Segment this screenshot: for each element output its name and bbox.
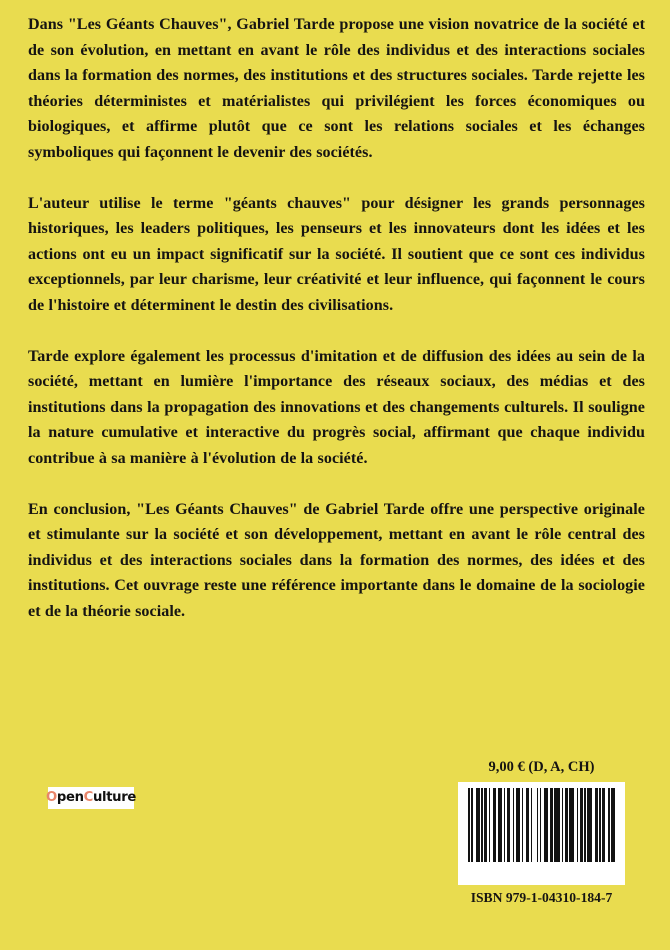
blurb-paragraph-1: Dans "Les Géants Chauves", Gabriel Tarde propose une vision novatrice de la société et de son évolution, en mettant en avant le rôle des individus et des interactions sociales dans la formation des normes, des institutions et des structures sociales. Tarde rejette les théories déterministes et matérialistes qui privilégient les forces économiques ou biologiques, et affirme plutôt que ce sont les relations sociales et les échanges symboliques qui façonnent le devenir des sociétés. [28,16,645,161]
isbn-label: ISBN 979-1-04310-184-7 [470,890,613,905]
logo-letters-ulture: ulture [93,790,136,806]
blurb-paragraph-3: Tarde explore également les processus d'imitation et de diffusion des idées au sein de la société, mettant en lumière l'importance des réseaux sociaux, des médias et des institutions dans la propagation des innovations et des changements culturels. Il souligne la nature cumulative et interactive du progrès social, affirmant que chaque individu contribue à sa manière à l'évolution de la société. [28,347,645,467]
barcode [458,782,625,885]
logo-letters-pen: pen [56,790,84,806]
barcode-bars [468,788,615,862]
back-cover-blurb [28,12,645,624]
logo-letter-o: O [46,790,57,806]
blurb-paragraph-4: En conclusion, "Les Géants Chauves" de Gabriel Tarde offre une perspective originale et stimulante sur la société et son développement, mettant en avant le rôle central des individus et des interactions sociales dans la formation des normes, des idées et des institutions. Cet ouvrage reste une référence importante dans le domaine de la sociologie et de la théorie sociale. [28,500,645,620]
logo-letter-c: C [83,790,93,806]
price-label: 9,00 € (D, A, CH) [488,759,595,775]
blurb-paragraph-2: L'auteur utilise le terme "géants chauves" pour désigner les grands personnages historiques, les leaders politiques, les penseurs et les innovateurs dont les idées et les actions ont eu un impact significatif sur la société. Il soutient que ce sont ces individus exceptionnels, par leur charisme, leur créativité et leur influence, qui façonnent le cours de l'histoire et déterminent le destin des civilisations. [28,194,645,314]
publisher-logo-text [46,791,136,804]
publisher-logo [48,787,134,809]
